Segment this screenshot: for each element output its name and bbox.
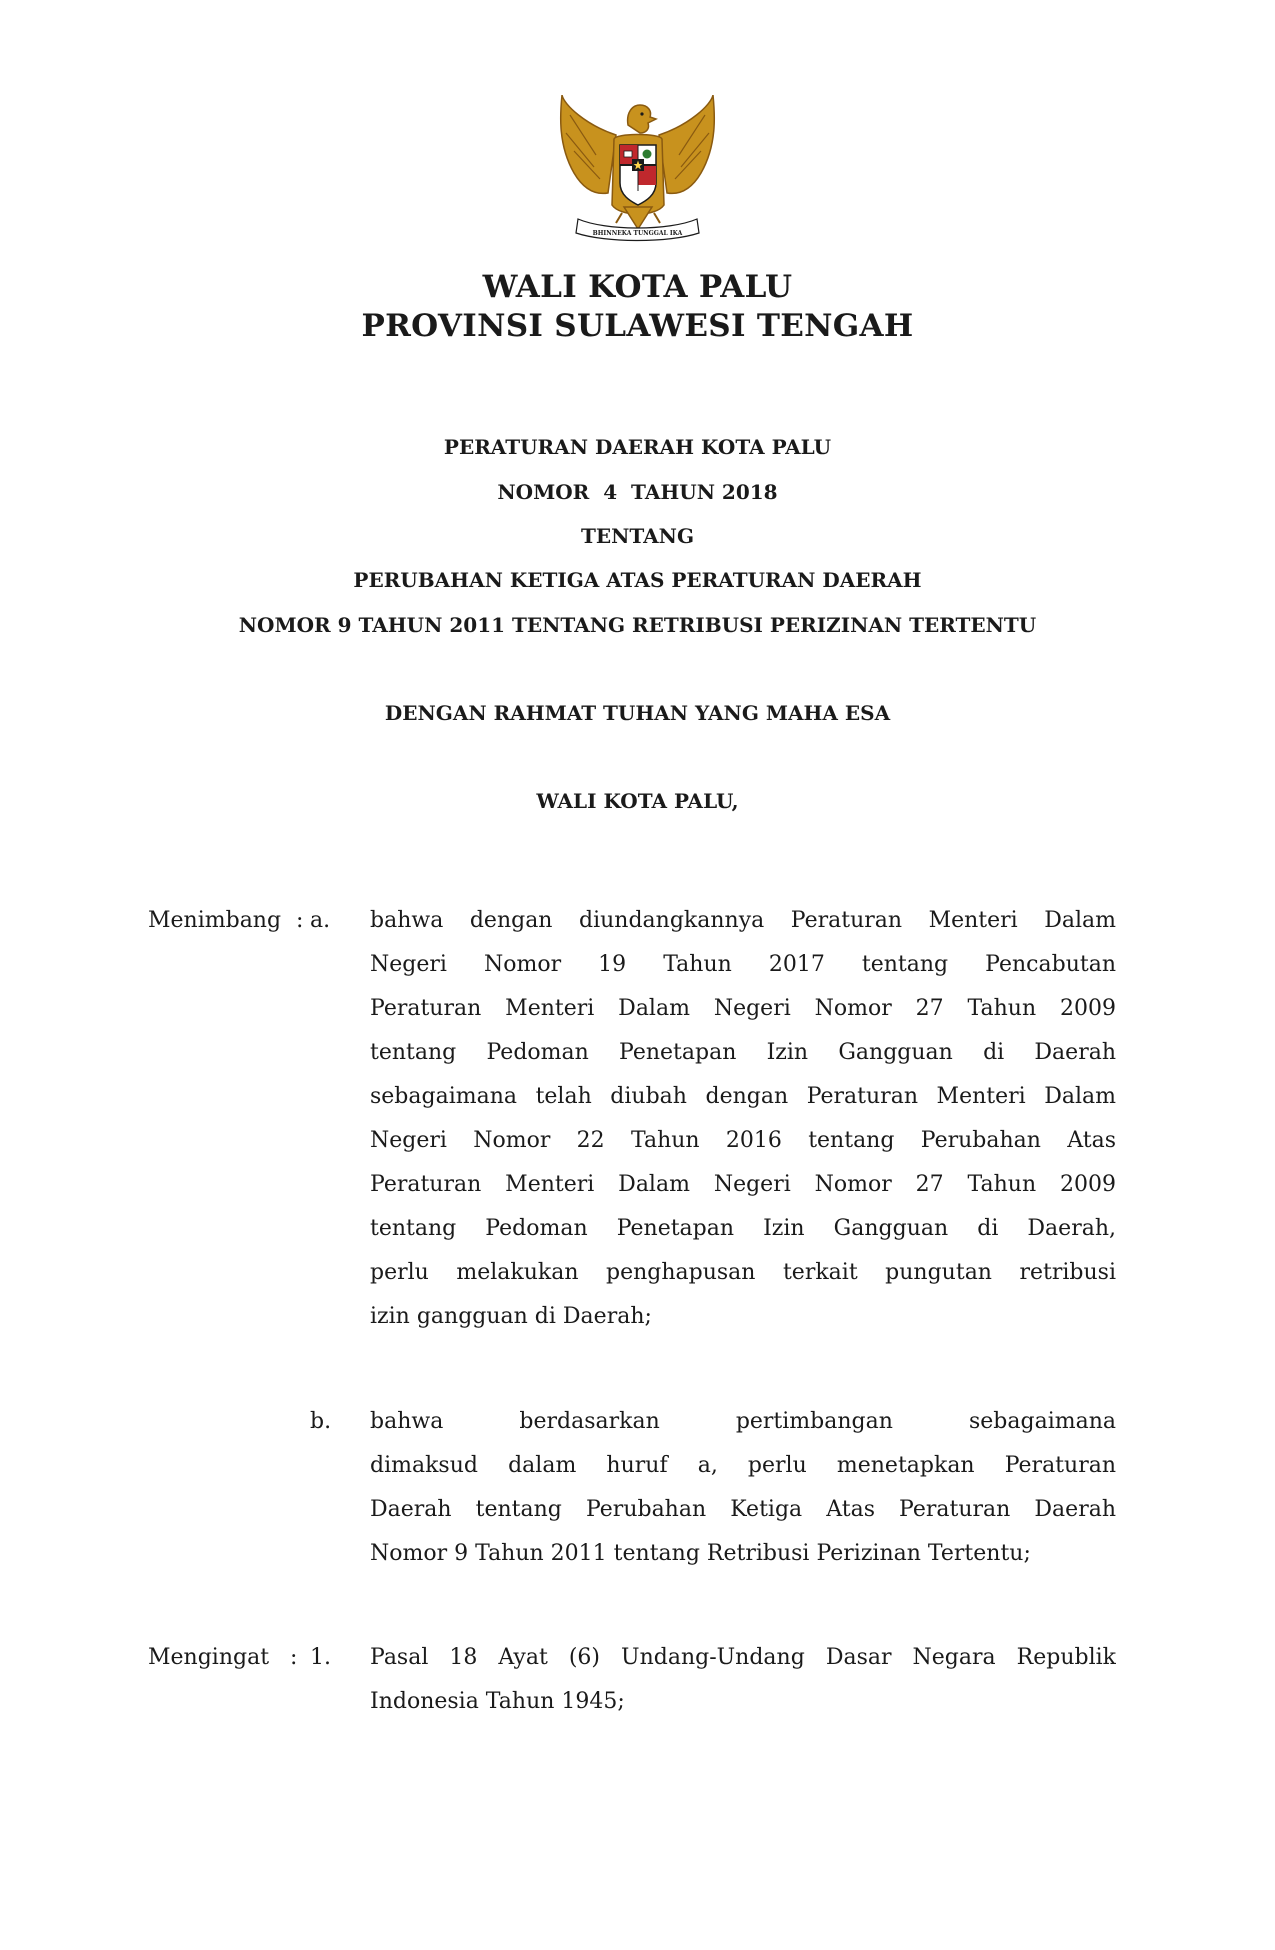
menimbang-item-b-marker: b. bbox=[310, 1409, 332, 1434]
header-line-2: PROVINSI SULAWESI TENGAH bbox=[361, 308, 914, 344]
text-line: Daerah tentang Perubahan Ketiga Atas Peraturan Daerah bbox=[370, 1497, 1116, 1522]
motto-text: BHINNEKA TUNGGAL IKA bbox=[592, 230, 683, 237]
regulation-about: TENTANG bbox=[580, 524, 695, 548]
text-line: Indonesia Tahun 1945; bbox=[370, 1689, 625, 1714]
mengingat-item-1-text bbox=[370, 1636, 1116, 1724]
menimbang-label: Menimbang bbox=[148, 908, 282, 933]
text-line: Peraturan Menteri Dalam Negeri Nomor 27 Tahun 2009 bbox=[370, 1172, 1116, 1197]
text-line: bahwa dengan diundangkannya Peraturan Menteri Dalam bbox=[370, 908, 1116, 933]
text-line: dimaksud dalam huruf a, perlu menetapkan Peraturan bbox=[370, 1453, 1116, 1478]
garuda-emblem bbox=[556, 95, 719, 243]
authority: WALI KOTA PALU, bbox=[536, 789, 739, 813]
text-line: perlu melakukan penghapusan terkait pungutan retribusi bbox=[370, 1260, 1116, 1285]
menimbang-item-a-text bbox=[370, 899, 1116, 1339]
mengingat-item-1-marker: 1. bbox=[310, 1645, 331, 1670]
text-line: izin gangguan di Daerah; bbox=[370, 1304, 652, 1329]
text-line: Nomor 9 Tahun 2011 tentang Retribusi Perizinan Tertentu; bbox=[370, 1541, 1031, 1566]
mengingat-label: Mengingat bbox=[148, 1645, 270, 1670]
text-line: Pasal 18 Ayat (6) Undang-Undang Dasar Negara Republik bbox=[370, 1645, 1116, 1670]
regulation-title: PERATURAN DAERAH KOTA PALU bbox=[443, 435, 832, 459]
text-line: Negeri Nomor 22 Tahun 2016 tentang Perubahan Atas bbox=[370, 1128, 1116, 1153]
menimbang-item-a-marker: a. bbox=[310, 908, 331, 933]
invocation: DENGAN RAHMAT TUHAN YANG MAHA ESA bbox=[384, 701, 891, 725]
text-line: Negeri Nomor 19 Tahun 2017 tentang Pencabutan bbox=[370, 952, 1116, 977]
text-line: Peraturan Menteri Dalam Negeri Nomor 27 Tahun 2009 bbox=[370, 996, 1116, 1021]
mengingat-separator: : bbox=[290, 1645, 298, 1670]
menimbang-item-b-text bbox=[370, 1400, 1116, 1576]
text-line: bahwa berdasarkan pertimbangan sebagaimana bbox=[370, 1409, 1116, 1434]
regulation-subject-line-1: PERUBAHAN KETIGA ATAS PERATURAN DAERAH bbox=[353, 568, 922, 592]
header-line-1: WALI KOTA PALU bbox=[482, 269, 793, 305]
text-line: sebagaimana telah diubah dengan Peraturan Menteri Dalam bbox=[370, 1084, 1116, 1109]
menimbang-separator: : bbox=[296, 908, 304, 933]
regulation-number: NOMOR 4 TAHUN 2018 bbox=[497, 480, 778, 504]
regulation-subject-line-2: NOMOR 9 TAHUN 2011 TENTANG RETRIBUSI PERIZINAN TERTENTU bbox=[238, 613, 1037, 637]
text-line: tentang Pedoman Penetapan Izin Gangguan di Daerah, bbox=[370, 1216, 1116, 1241]
text-line: tentang Pedoman Penetapan Izin Gangguan di Daerah bbox=[370, 1040, 1116, 1065]
